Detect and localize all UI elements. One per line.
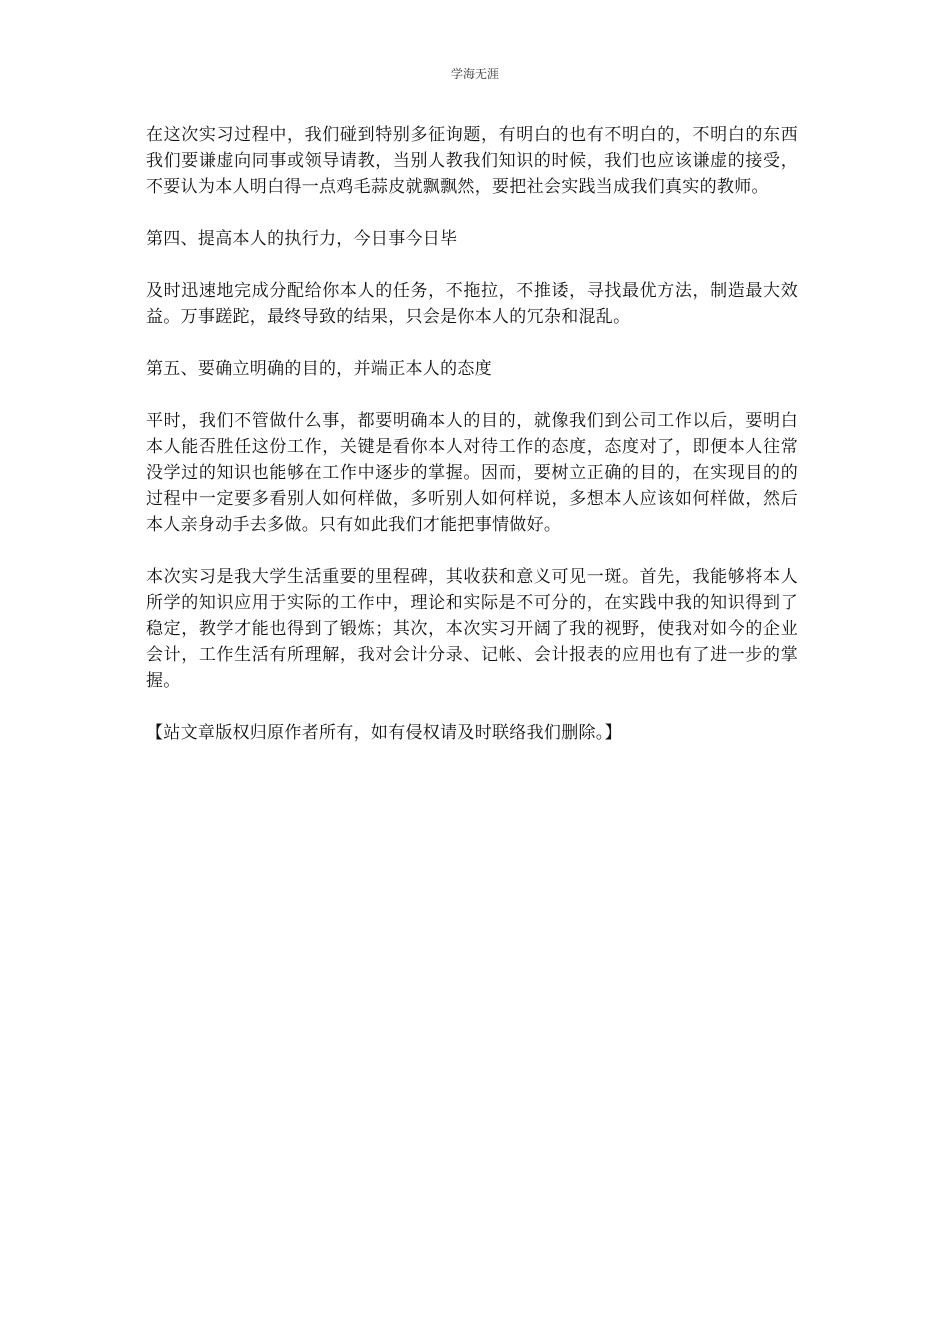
paragraph-internship-humility: 在这次实习过程中，我们碰到特别多征询题，有明白的也有不明白的，不明白的东西我们要谦虚向同事或领导请教，当别人教我们知识的时候，我们也应该谦虚的接受，不要认为本人明白得一点鸡毛蒜皮就飘飘然，要把社会实践当成我们真实的教师。 xyxy=(146,125,798,197)
section-heading-goals: 第五、要确立明确的目的，并端正本人的态度 xyxy=(146,359,492,379)
document-body xyxy=(146,122,798,772)
copyright-notice: 【站文章版权归原作者所有，如有侵权请及时联络我们删除。】 xyxy=(146,723,622,743)
section-heading-execution: 第四、提高本人的执行力，今日事今日毕 xyxy=(146,229,458,249)
paragraph-execution: 及时迅速地完成分配给你本人的任务，不拖拉，不推诿，寻找最优方法，制造最大效益。万事蹉跎，最终导致的结果，只会是你本人的冗杂和混乱。 xyxy=(146,281,798,327)
paragraph-summary: 本次实习是我大学生活重要的里程碑，其收获和意义可见一斑。首先，我能够将本人所学的知识应用于实际的工作中，理论和实际是不可分的，在实践中我的知识得到了稳定，教学才能也得到了锻炼；其次，本次实习开阔了我的视野，使我对如今的企业会计，工作生活有所理解，我对会计分录、记帐、会计报表的应用也有了进一步的掌握。 xyxy=(146,567,798,691)
page-header: 学海无涯 xyxy=(450,67,499,81)
paragraph-goals: 平时，我们不管做什么事，都要明确本人的目的，就像我们到公司工作以后，要明白本人能否胜任这份工作，关键是看你本人对待工作的态度，态度对了，即便本人往常没学过的知识也能够在工作中逐步的掌握。因而，要树立正确的目的，在实现目的的过程中一定要多看别人如何样做，多听别人如何样说，多想本人应该如何样做，然后本人亲身动手去多做。只有如此我们才能把事情做好。 xyxy=(146,411,798,535)
